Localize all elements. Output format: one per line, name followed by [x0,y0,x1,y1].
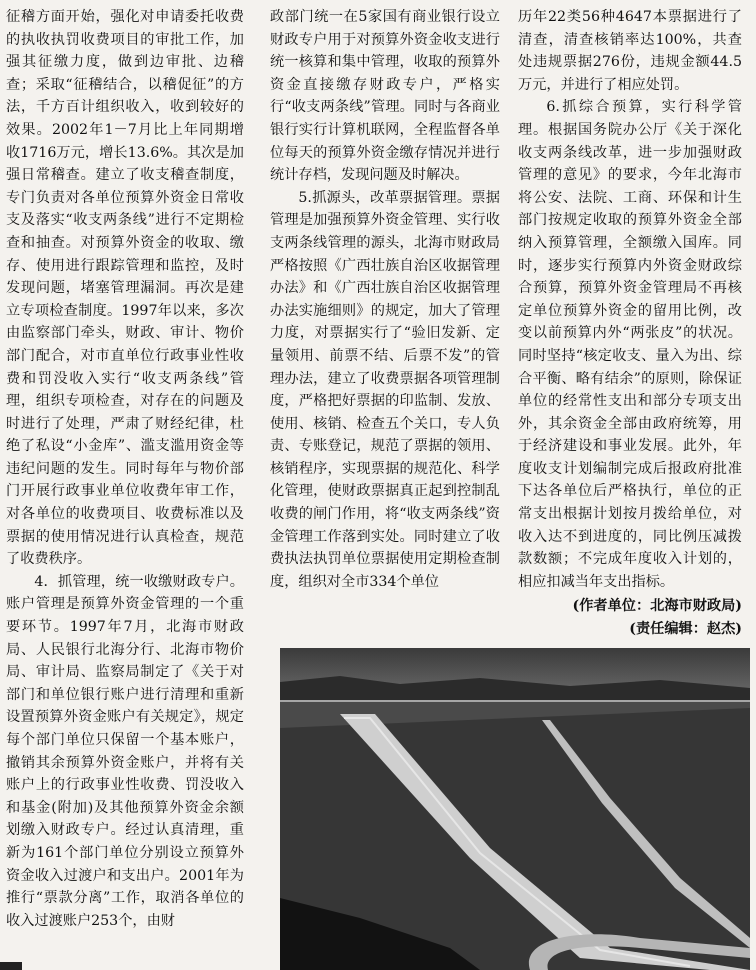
paragraph: 6.抓综合预算，实行科学管理。根据国务院办公厅《关于深化收支两条线改革，进一步加强财政管理的意见》的要求，今年北海市将公安、法院、工商、环保和计生部门按规定收取的预算外资金全部纳入预算管理，全额缴入国库。同时，逐步实行预算内外资金财政综合预算，预算外资金管理局不再核定单位预算外资金的留用比例，改变以前预算内外“两张皮”的状况。同时坚持“核定收支、量入为出、综合平衡、略有结余”的原则，除保证单位的经常性支出和部分专项支出外，其余资金全部由政府统筹，用于经济建设和事业发展。此外，年度收支计划编制完成后报政府批准下达各单位后严格执行，单位的正常支出根据计划按月拨给单位，对收入达不到进度的，同比例压减拨款数额；不完成年度收入计划的，相应扣减当年支出指标。 [518,99,742,590]
text-column-2 [270,6,500,593]
editor-credit: (责任编辑：赵杰) [629,621,742,638]
page-corner-mark [0,962,22,970]
paragraph: 政部门统一在5家国有商业银行设立财政专户用于对预算外资金收支进行统一核算和集中管理，收取的预算外资金直接缴存财政专户，严格实行“收支两条线”管理。同时与各商业银行实行计算机联网，全程监督各单位每天的预算外资金缴存情况并进行统计存档，发现问题及时解决。 [270,9,500,184]
bridge-photo [280,648,750,970]
paragraph: 4．抓管理，统一收缴财政专户。账户管理是预算外资金管理的一个重要环节。1997年7月，北海市财政局、人民银行北海分行、北海市物价局、审计局、监察局制定了《关于对部门和单位银行账户进行清理和重新设置预算外资金账户有关规定》，规定每个部门单位只保留一个基本账户，撤销其余预算外资金账户，并将有关账户上的行政事业性收费、罚没收入和基金(附加)及其他预算外资金余额划缴入财政专户。经过认真清理，重新为161个部门单位分别设立预算外资金收入过渡户和支出户。2001年为推行“票款分离”工作，取消各单位的收入过渡账户253个，由财 [6,573,244,929]
author-affiliation: (作者单位：北海市财政局) [572,598,742,615]
paragraph: 历年22类56种4647本票据进行了清查，清查核销率达100%，共查处违规票据276份，违规金额44.5万元，并进行了相应处罚。 [518,9,742,93]
paragraph: 5.抓源头，改革票据管理。票据管理是加强预算外资金管理、实行收支两条线管理的源头，北海市财政局严格按照《广西壮族自治区收据管理办法》和《广西壮族自治区收据管理办法实施细则》的规定，加大了管理力度，对票据实行了“验旧发新、定量领用、前票不结、后票不发”的管理办法，建立了收费票据各项管理制度，严格把好票据的印监制、发放、使用、核销、检查五个关口，专人负责、专账登记，规范了票据的领用、核销程序，实现票据的规范化、科学化管理，使财政票据真正起到控制乱收费的闸门作用，将“收支两条线”资金管理工作落到实处。同时建立了收费执法执罚单位票据使用定期检查制度，组织对全市334个单位 [270,189,500,590]
text-column-1 [6,6,244,932]
text-column-3 [518,6,742,641]
paragraph: 征稽方面开始，强化对申请委托收费的执收执罚收费项目的审批工作，加强其征缴力度，做到边审批、边稽查；采取“征稽结合，以稽促征”的方法，千方百计组织收入，收到较好的效果。2002年1－7月比上年同期增收1716万元，增长13.6%。其次是加强日常稽查。建立了收支稽查制度，专门负责对各单位预算外资金日常收支及落实“收支两条线”进行不定期检查和抽查。对预算外资金的收取、缴存、使用进行跟踪管理和监控，及时发现问题，堵塞管理漏洞。再次是建立专项检查制度。1997年以来，多次由监察部门牵头，财政、审计、物价部门配合，对市直单位行政事业性收费和罚没收入实行“收支两条线”管理，组织专项检查，对存在的问题及时进行了处理，严肃了财经纪律，杜绝了私设“小金库”、滥支滥用资金等违纪问题的发生。同时每年与物价部门开展行政事业单位收费年审工作，对各单位的收费项目、收费标准以及票据的使用情况进行认真检查，规范了收费秩序。 [6,9,244,568]
bridge-photo-image [280,648,750,970]
